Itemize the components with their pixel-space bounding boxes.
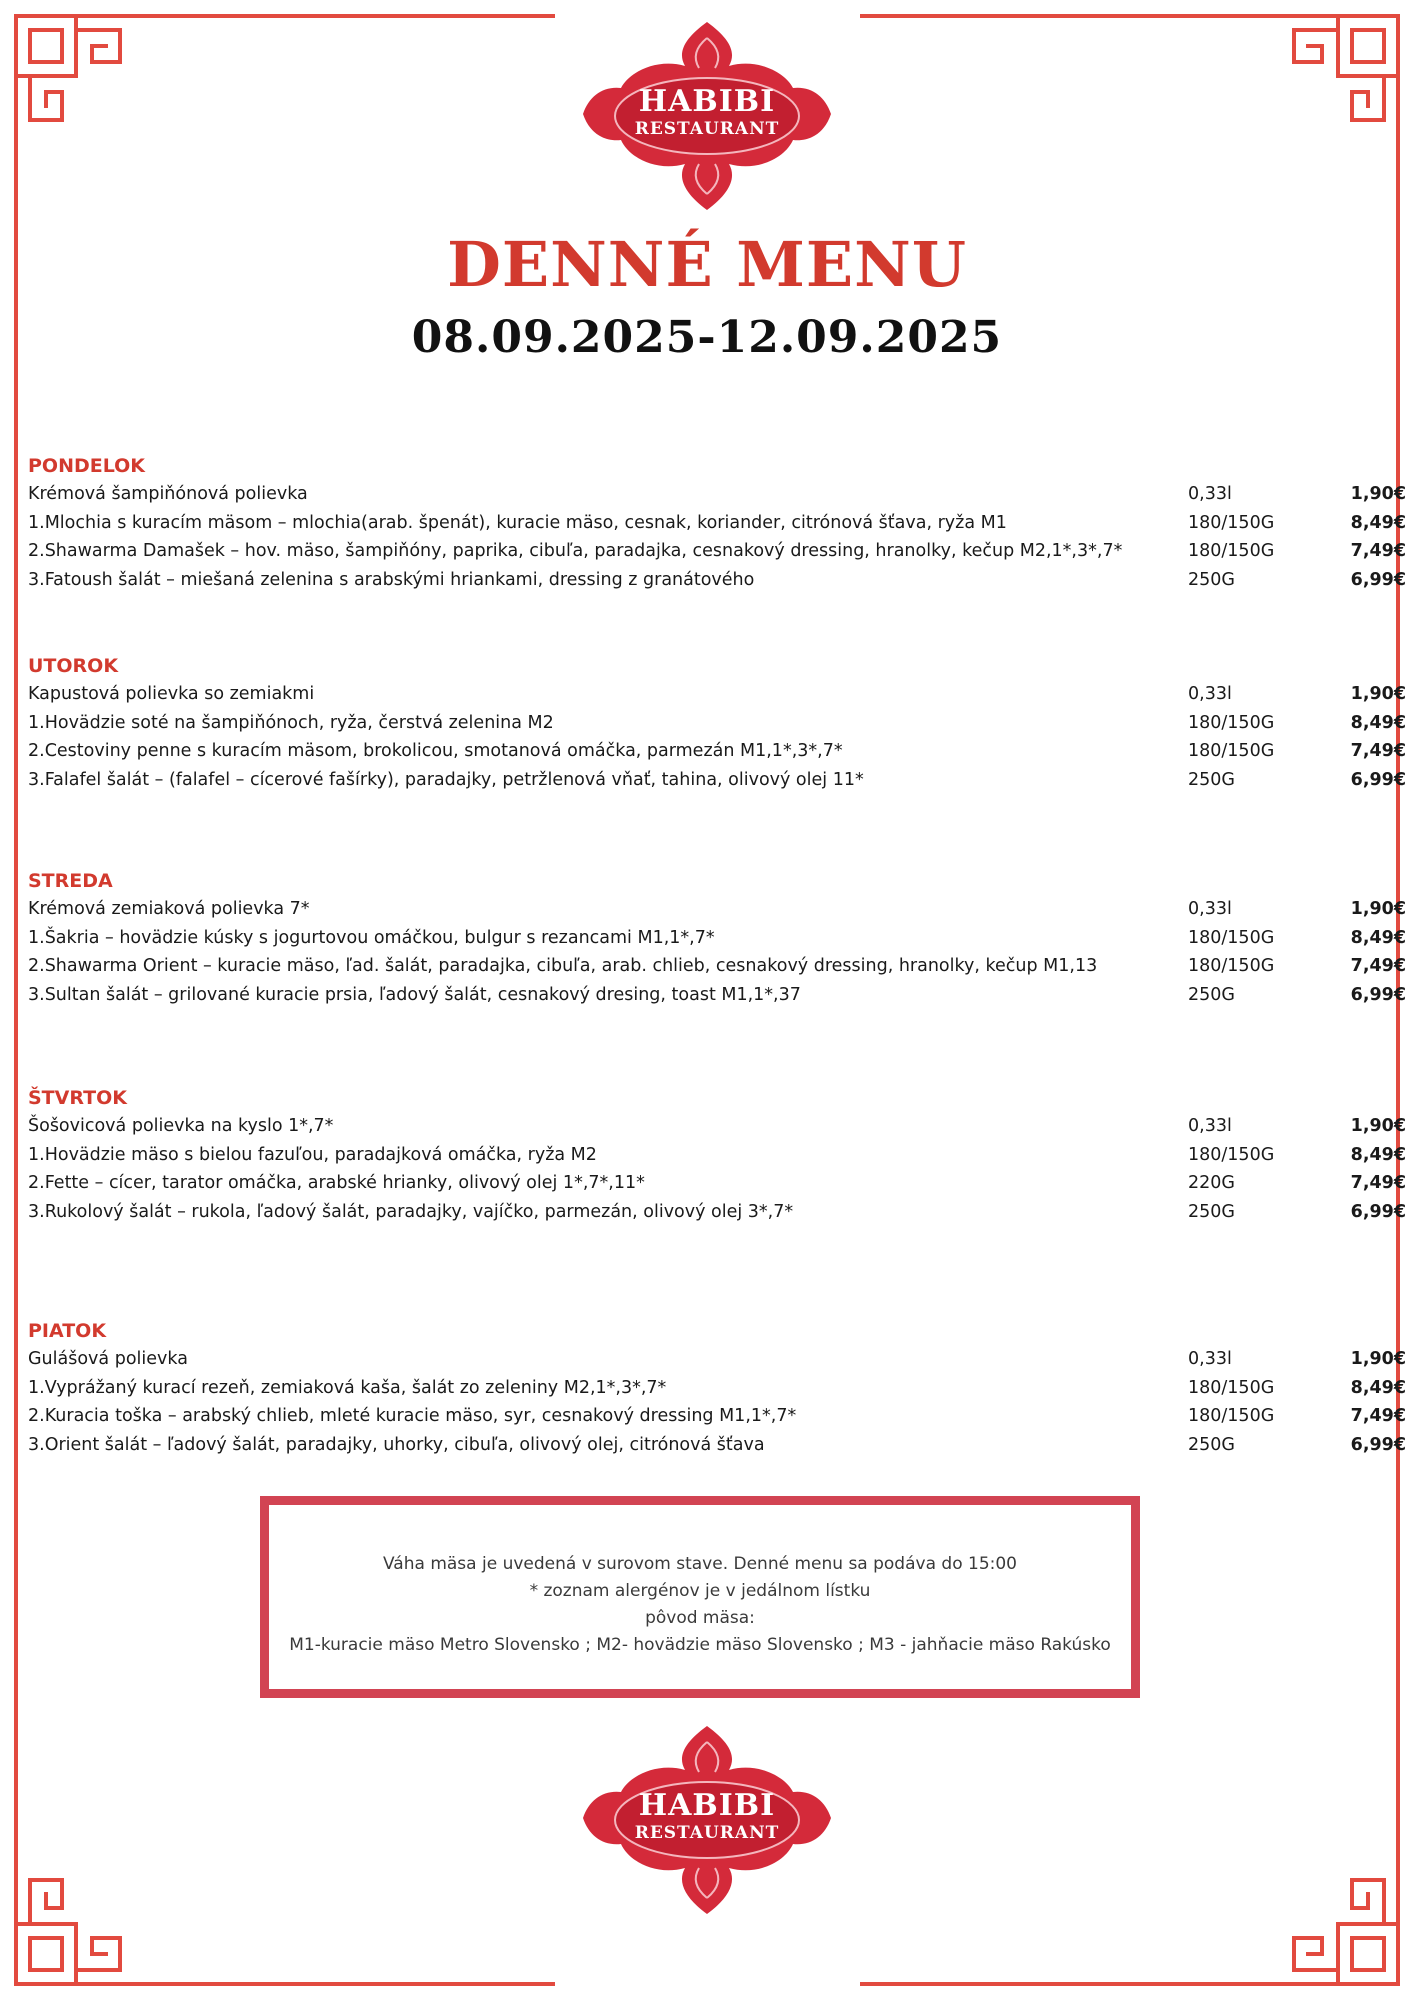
menu-item xyxy=(28,924,1406,953)
menu-item xyxy=(28,895,1406,924)
item-price: 7,49€ xyxy=(1350,1406,1406,1426)
item-description: Gulášová polievka xyxy=(28,1349,188,1369)
item-price: 6,99€ xyxy=(1350,1434,1406,1455)
menu-item xyxy=(28,709,1406,738)
restaurant-logo-bottom xyxy=(579,1722,835,1918)
item-description: 2.Cestoviny penne s kuracím mäsom, brokolicou, smotanová omáčka, parmezán M1,1*,3*,7* xyxy=(28,741,843,761)
item-description: 3.Orient šalát – ľadový šalát, paradajky, uhorky, cibuľa, olivový olej, citrónová šťava xyxy=(28,1434,765,1455)
day-section-wednesday xyxy=(28,867,1406,1009)
item-description: 1.Mlochia s kuracím mäsom – mlochia(arab. špenát), kuracie mäso, cesnak, koriander, citrónová šťava, ryža M1 xyxy=(28,512,1007,533)
day-title: ŠTVRTOK xyxy=(28,1087,127,1109)
item-description: 2.Fette – cícer, tarator omáčka, arabské hrianky, olivový olej 1*,7*,11* xyxy=(28,1173,645,1193)
item-price: 1,90€ xyxy=(1350,684,1406,704)
item-weight: 180/150G xyxy=(1188,1406,1275,1426)
item-weight: 180/150G xyxy=(1188,1377,1275,1398)
item-description: 2.Shawarma Damašek – hov. mäso, šampiňóny, paprika, cibuľa, paradajka, cesnakový dressing, hranolky, kečup M2,1*,3*,7* xyxy=(28,541,1123,561)
item-weight: 180/150G xyxy=(1188,1144,1275,1165)
item-weight: 180/150G xyxy=(1188,956,1275,976)
item-weight: 250G xyxy=(1188,984,1235,1005)
day-title: UTOROK xyxy=(28,655,119,677)
menu-item xyxy=(28,1112,1406,1141)
menu-item xyxy=(28,1345,1406,1374)
item-description: 3.Rukolový šalát – rukola, ľadový šalát, paradajky, vajíčko, parmezán, olivový olej 3*,7* xyxy=(28,1201,794,1222)
item-description: 1.Šakria – hovädzie kúsky s jogurtovou omáčkou, bulgur s rezancami M1,1*,7* xyxy=(28,927,715,948)
menu-item xyxy=(28,1374,1406,1403)
notice-line-weight: Váha mäsa je uvedená v surovom stave. Denné menu sa podáva do 15:00 xyxy=(383,1554,1017,1574)
item-price: 8,49€ xyxy=(1350,1144,1406,1165)
notice-line-allergens: * zoznam alergénov je v jedálnom lístku xyxy=(529,1581,871,1601)
item-description: 3.Falafel šalát – (falafel – cícerové fašírky), paradajky, petržlenová vňať, tahina, olivový olej 11* xyxy=(28,769,864,790)
item-price: 1,90€ xyxy=(1350,1116,1406,1136)
item-description: Kapustová polievka so zemiakmi xyxy=(28,684,315,704)
menu-item xyxy=(28,737,1406,766)
item-weight: 180/150G xyxy=(1188,741,1275,761)
menu-item xyxy=(28,509,1406,538)
item-price: 6,99€ xyxy=(1350,769,1406,790)
menu-item xyxy=(28,1169,1406,1198)
item-price: 8,49€ xyxy=(1350,712,1406,733)
item-price: 7,49€ xyxy=(1350,1173,1406,1193)
item-description: Krémová šampiňónová polievka xyxy=(28,484,308,504)
menu-item xyxy=(28,480,1406,509)
item-price: 1,90€ xyxy=(1350,899,1406,919)
menu-item xyxy=(28,766,1406,795)
notice-line-origin: M1-kuracie mäso Metro Slovensko ; M2- hovädzie mäso Slovensko ; M3 - jahňacie mäso Rakúsko xyxy=(289,1635,1111,1655)
item-description: Šošovicová polievka na kyslo 1*,7* xyxy=(28,1116,334,1136)
item-price: 7,49€ xyxy=(1350,741,1406,761)
item-description: 1.Hovädzie mäso s bielou fazuľou, paradajková omáčka, ryža M2 xyxy=(28,1144,597,1165)
item-price: 6,99€ xyxy=(1350,1201,1406,1222)
item-description: 3.Fatoush šalát – miešaná zelenina s arabskými hriankami, dressing z granátového xyxy=(28,569,755,590)
item-description: 1.Vyprážaný kurací rezeň, zemiaková kaša, šalát zo zeleniny M2,1*,3*,7* xyxy=(28,1377,667,1398)
item-weight: 180/150G xyxy=(1188,512,1275,533)
item-description: 2.Kuracia toška – arabský chlieb, mleté kuracie mäso, syr, cesnakový dressing M1,1*,7* xyxy=(28,1406,797,1426)
item-weight: 0,33l xyxy=(1188,484,1232,504)
logo-name: HABIBI xyxy=(638,84,776,119)
item-price: 1,90€ xyxy=(1350,1349,1406,1369)
item-price: 8,49€ xyxy=(1350,512,1406,533)
day-section-monday xyxy=(28,452,1406,594)
item-price: 6,99€ xyxy=(1350,984,1406,1005)
menu-item xyxy=(28,1431,1406,1460)
menu-item xyxy=(28,981,1406,1010)
day-section-thursday xyxy=(28,1084,1406,1226)
day-section-friday xyxy=(28,1317,1406,1459)
item-price: 7,49€ xyxy=(1350,541,1406,561)
item-weight: 250G xyxy=(1188,569,1235,590)
item-weight: 180/150G xyxy=(1188,541,1275,561)
item-weight: 250G xyxy=(1188,769,1235,790)
menu-date-range: 08.09.2025-12.09.2025 xyxy=(411,312,1003,363)
menu-item xyxy=(28,680,1406,709)
item-description: Krémová zemiaková polievka 7* xyxy=(28,899,310,919)
menu-item xyxy=(28,566,1406,595)
day-title: PONDELOK xyxy=(28,455,146,477)
item-price: 1,90€ xyxy=(1350,484,1406,504)
restaurant-logo xyxy=(579,18,835,214)
day-section-tuesday xyxy=(28,652,1406,794)
logo-name: HABIBI xyxy=(638,1788,776,1823)
item-weight: 0,33l xyxy=(1188,1116,1232,1136)
item-price: 8,49€ xyxy=(1350,1377,1406,1398)
day-title: STREDA xyxy=(28,870,113,892)
menu-item xyxy=(28,1198,1406,1227)
menu-item xyxy=(28,952,1406,981)
menu-item xyxy=(28,1141,1406,1170)
menu-item xyxy=(28,537,1406,566)
item-weight: 0,33l xyxy=(1188,1349,1232,1369)
item-weight: 0,33l xyxy=(1188,684,1232,704)
page-title: DENNÉ MENU xyxy=(447,228,967,301)
item-price: 6,99€ xyxy=(1350,569,1406,590)
item-price: 8,49€ xyxy=(1350,927,1406,948)
notice-line-origin-title: pôvod mäsa: xyxy=(645,1608,755,1628)
item-description: 1.Hovädzie soté na šampiňónoch, ryža, čerstvá zelenina M2 xyxy=(28,712,554,733)
item-weight: 250G xyxy=(1188,1201,1235,1222)
item-weight: 180/150G xyxy=(1188,712,1275,733)
item-price: 7,49€ xyxy=(1350,956,1406,976)
item-description: 3.Sultan šalát – grilované kuracie prsia, ľadový šalát, cesnakový dresing, toast M1,1*,37 xyxy=(28,984,801,1005)
info-notice-box xyxy=(260,1496,1140,1698)
day-title: PIATOK xyxy=(28,1320,107,1342)
menu-item xyxy=(28,1402,1406,1431)
item-weight: 220G xyxy=(1188,1173,1235,1193)
logo-subtitle: RESTAURANT xyxy=(634,119,780,139)
logo-subtitle: RESTAURANT xyxy=(634,1823,780,1843)
item-description: 2.Shawarma Orient – kuracie mäso, ľad. šalát, paradajka, cibuľa, arab. chlieb, cesnakový dressing, hranolky, kečup M1,13 xyxy=(28,956,1098,976)
item-weight: 0,33l xyxy=(1188,899,1232,919)
item-weight: 180/150G xyxy=(1188,927,1275,948)
item-weight: 250G xyxy=(1188,1434,1235,1455)
